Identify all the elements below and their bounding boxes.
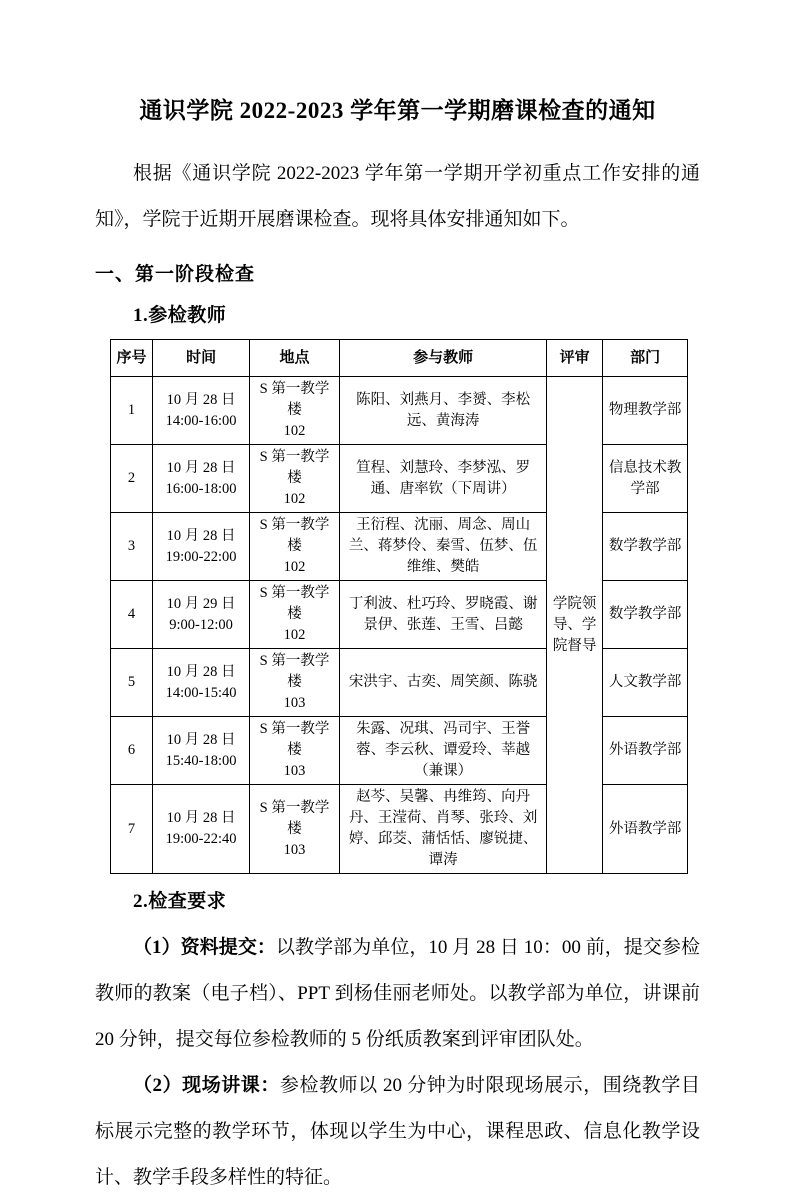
requirement-2-label: （2）现场讲课： bbox=[133, 1075, 280, 1096]
cell-sequence-no: 2 bbox=[111, 445, 153, 513]
cell-department: 信息技术教学部 bbox=[603, 445, 688, 513]
cell-time bbox=[153, 377, 250, 445]
cell-time bbox=[153, 785, 250, 874]
cell-location bbox=[250, 649, 340, 717]
cell-department: 数学教学部 bbox=[603, 513, 688, 581]
time-date: 10 月 29 日 bbox=[166, 595, 236, 612]
location-building: S 第一教学楼 bbox=[259, 653, 330, 690]
cell-time bbox=[153, 717, 250, 785]
cell-sequence-no: 4 bbox=[111, 581, 153, 649]
cell-time bbox=[153, 445, 250, 513]
cell-sequence-no: 3 bbox=[111, 513, 153, 581]
subsection-heading-teachers: 1.参检教师 bbox=[133, 305, 227, 326]
cell-teachers: 陈阳、刘燕月、李赟、李松远、黄海涛 bbox=[340, 377, 547, 445]
cell-time bbox=[153, 581, 250, 649]
col-header-reviewer: 评审 bbox=[547, 340, 603, 377]
location-building: S 第一教学楼 bbox=[259, 799, 330, 837]
cell-department: 数学教学部 bbox=[603, 581, 688, 649]
time-date: 10 月 28 日 bbox=[166, 731, 236, 748]
cell-department: 外语教学部 bbox=[603, 717, 688, 785]
col-header-teachers: 参与教师 bbox=[340, 340, 547, 377]
cell-teachers: 赵芩、吴馨、冉维筠、向丹丹、王滢荷、肖琴、张玲、刘婷、邱茭、蒲恬恬、廖锐捷、谭涛 bbox=[340, 785, 547, 874]
requirement-1-text: 以教学部为单位，10 月 28 日 10：00 前，提交参检教师的教案（电子档）、PPT 到杨佳丽老师处。以教学部为单位，讲课前 20 分钟，提交每位参检教师的 5 份纸质教案到评审团队处。 bbox=[95, 937, 700, 1050]
cell-teachers: 王衍程、沈丽、周念、周山兰、蒋梦伶、秦雪、伍梦、伍维维、樊皓 bbox=[340, 513, 547, 581]
section-heading-stage1: 一、第一阶段检查 bbox=[95, 264, 256, 285]
cell-teachers: 笪程、刘慧玲、李梦泓、罗通、唐率钦（下周讲） bbox=[340, 445, 547, 513]
location-building: S 第一教学楼 bbox=[259, 517, 330, 554]
cell-time bbox=[153, 649, 250, 717]
time-range: 15:40-18:00 bbox=[165, 752, 237, 769]
time-range: 16:00-18:00 bbox=[165, 480, 237, 497]
cell-sequence-no: 5 bbox=[111, 649, 153, 717]
time-date: 10 月 28 日 bbox=[166, 391, 236, 408]
cell-sequence-no: 1 bbox=[111, 377, 153, 445]
intro-paragraph: 根据《通识学院 2022-2023 学年第一学期开学初重点工作安排的通知》，学院于近期开展磨课检查。现将具体安排通知如下。 bbox=[95, 163, 700, 230]
requirement-1-paragraph bbox=[95, 925, 700, 1063]
cell-teachers: 丁利波、杜巧玲、罗晓霞、谢景伊、张莲、王雪、吕懿 bbox=[340, 581, 547, 649]
col-header-no: 序号 bbox=[111, 340, 153, 377]
location-room: 103 bbox=[283, 841, 306, 858]
col-header-dept: 部门 bbox=[603, 340, 688, 377]
time-range: 14:00-16:00 bbox=[165, 412, 237, 429]
location-building: S 第一教学楼 bbox=[259, 449, 330, 486]
cell-department: 人文教学部 bbox=[603, 649, 688, 717]
requirement-2-text: 参检教师以 20 分钟为时限现场展示，围绕教学目标展示完整的教学环节，体现以学生为中心，课程思政、信息化教学设计、教学手段多样性的特征。 bbox=[95, 1075, 700, 1188]
location-room: 103 bbox=[283, 695, 306, 711]
time-date: 10 月 28 日 bbox=[166, 810, 236, 826]
cell-teachers: 朱露、况琪、冯司宇、王誉蓉、李云秋、谭爱玲、莘越（兼课） bbox=[340, 717, 547, 785]
location-building: S 第一教学楼 bbox=[259, 381, 330, 418]
time-date: 10 月 28 日 bbox=[166, 663, 236, 680]
inspection-schedule-table bbox=[110, 339, 688, 874]
time-range: 9:00-12:00 bbox=[169, 616, 233, 633]
time-date: 10 月 28 日 bbox=[166, 459, 236, 476]
location-room: 102 bbox=[283, 559, 306, 575]
cell-location bbox=[250, 581, 340, 649]
requirement-2-paragraph bbox=[95, 1063, 700, 1201]
cell-department: 外语教学部 bbox=[603, 785, 688, 874]
cell-sequence-no: 7 bbox=[111, 785, 153, 874]
cell-location bbox=[250, 717, 340, 785]
document-title: 通识学院 2022-2023 学年第一学期磨课检查的通知 bbox=[139, 98, 656, 123]
table-header-row bbox=[111, 340, 688, 377]
cell-time bbox=[153, 513, 250, 581]
cell-location bbox=[250, 785, 340, 874]
col-header-time: 时间 bbox=[153, 340, 250, 377]
cell-location bbox=[250, 377, 340, 445]
location-room: 103 bbox=[283, 763, 306, 779]
location-building: S 第一教学楼 bbox=[259, 721, 330, 758]
location-building: S 第一教学楼 bbox=[259, 585, 330, 622]
table-row bbox=[111, 377, 688, 445]
cell-sequence-no: 6 bbox=[111, 717, 153, 785]
location-room: 102 bbox=[283, 491, 306, 507]
time-range: 19:00-22:00 bbox=[165, 548, 237, 565]
subsection-heading-requirements: 2.检查要求 bbox=[133, 891, 227, 912]
col-header-location: 地点 bbox=[250, 340, 340, 377]
time-range: 14:00-15:40 bbox=[165, 684, 237, 701]
cell-location bbox=[250, 445, 340, 513]
location-room: 102 bbox=[283, 423, 306, 439]
time-date: 10 月 28 日 bbox=[166, 527, 236, 544]
cell-reviewer-merged: 学院领导、学院督导 bbox=[547, 377, 603, 874]
cell-location bbox=[250, 513, 340, 581]
cell-teachers: 宋洪宇、古奕、周笑颜、陈骁 bbox=[340, 649, 547, 717]
location-room: 102 bbox=[283, 627, 306, 643]
requirement-1-label: （1）资料提交： bbox=[133, 937, 276, 958]
cell-department: 物理教学部 bbox=[603, 377, 688, 445]
time-range: 19:00-22:40 bbox=[165, 831, 237, 847]
